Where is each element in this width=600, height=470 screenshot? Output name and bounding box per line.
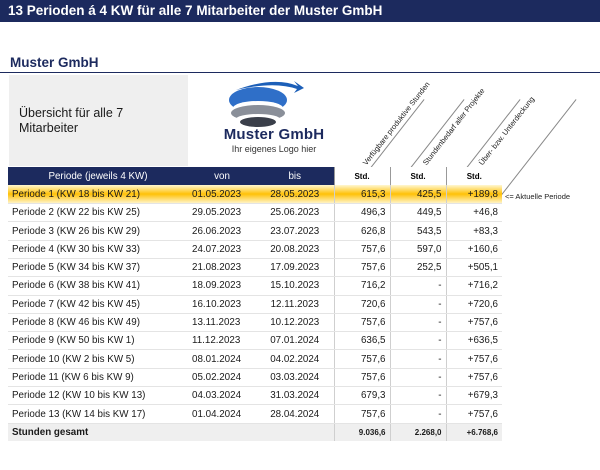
- table-row-active[interactable]: [8, 185, 502, 203]
- cell-to[interactable]: 28.05.2023: [256, 185, 334, 203]
- cell-required[interactable]: -: [390, 368, 446, 386]
- totals-row[interactable]: [8, 423, 502, 441]
- cell-required[interactable]: -: [390, 350, 446, 368]
- cell-from[interactable]: 11.12.2023: [188, 332, 256, 350]
- cell-coverage[interactable]: +189,8: [446, 185, 502, 203]
- table-row[interactable]: [8, 295, 502, 313]
- cell-from[interactable]: 04.03.2024: [188, 387, 256, 405]
- column-header-period[interactable]: Periode (jeweils 4 KW): [8, 167, 188, 185]
- cell-from[interactable]: 26.06.2023: [188, 222, 256, 240]
- cell-period[interactable]: Periode 8 (KW 46 bis KW 49): [8, 313, 188, 331]
- cell-period[interactable]: Periode 10 (KW 2 bis KW 5): [8, 350, 188, 368]
- cell-available[interactable]: 716,2: [334, 277, 390, 295]
- cell-required[interactable]: 252,5: [390, 258, 446, 276]
- cell-required[interactable]: -: [390, 332, 446, 350]
- cell-available[interactable]: 626,8: [334, 222, 390, 240]
- cell-available[interactable]: 757,6: [334, 350, 390, 368]
- cell-available[interactable]: 757,6: [334, 313, 390, 331]
- cell-period[interactable]: Periode 6 (KW 38 bis KW 41): [8, 277, 188, 295]
- cell-available[interactable]: 615,3: [334, 185, 390, 203]
- total-required[interactable]: 2.268,0: [390, 423, 446, 441]
- table-row[interactable]: [8, 258, 502, 276]
- cell-from[interactable]: 13.11.2023: [188, 313, 256, 331]
- cell-required[interactable]: 449,5: [390, 204, 446, 222]
- column-header-coverage-unit[interactable]: Std.: [446, 167, 502, 185]
- header-divider-4: [500, 99, 577, 197]
- cell-required[interactable]: -: [390, 405, 446, 423]
- cell-to[interactable]: 17.09.2023: [256, 258, 334, 276]
- cell-coverage[interactable]: +757,6: [446, 368, 502, 386]
- cell-period[interactable]: Periode 9 (KW 50 bis KW 1): [8, 332, 188, 350]
- cell-coverage[interactable]: +757,6: [446, 405, 502, 423]
- table-row[interactable]: [8, 222, 502, 240]
- table-row[interactable]: [8, 350, 502, 368]
- total-available[interactable]: 9.036,6: [334, 423, 390, 441]
- cell-from[interactable]: 16.10.2023: [188, 295, 256, 313]
- cell-to[interactable]: 04.02.2024: [256, 350, 334, 368]
- logo-tagline: Ihr eigenes Logo hier: [231, 144, 317, 154]
- cell-from[interactable]: 05.02.2024: [188, 368, 256, 386]
- cell-period[interactable]: Periode 12 (KW 10 bis KW 13): [8, 387, 188, 405]
- cell-coverage[interactable]: +505,1: [446, 258, 502, 276]
- cell-to[interactable]: 25.06.2023: [256, 204, 334, 222]
- cell-to[interactable]: 10.12.2023: [256, 313, 334, 331]
- header-coverage: Über- bzw. Unterdeckung: [476, 94, 537, 167]
- cell-to[interactable]: 15.10.2023: [256, 277, 334, 295]
- overview-label: Übersicht für alle 7 Mitarbeiter: [19, 106, 124, 135]
- cell-to[interactable]: 28.04.2024: [256, 405, 334, 423]
- company-title: Muster GmbH: [10, 55, 99, 70]
- cell-period[interactable]: Periode 3 (KW 26 bis KW 29): [8, 222, 188, 240]
- header-required-hours: Stundenbedarf aller Projekte: [420, 86, 487, 167]
- cell-to[interactable]: 31.03.2024: [256, 387, 334, 405]
- table-row[interactable]: [8, 332, 502, 350]
- cell-available[interactable]: 636,5: [334, 332, 390, 350]
- cell-required[interactable]: 543,5: [390, 222, 446, 240]
- column-header-available-unit[interactable]: Std.: [334, 167, 390, 185]
- cell-coverage[interactable]: +716,2: [446, 277, 502, 295]
- cell-period[interactable]: Periode 7 (KW 42 bis KW 45): [8, 295, 188, 313]
- header-available-hours: Verfügbare produktive Stunden: [360, 79, 432, 167]
- cell-coverage[interactable]: +160,6: [446, 240, 502, 258]
- cell-available[interactable]: 757,6: [334, 258, 390, 276]
- cell-coverage[interactable]: +757,6: [446, 350, 502, 368]
- column-header-required-unit[interactable]: Std.: [390, 167, 446, 185]
- cell-from[interactable]: 21.08.2023: [188, 258, 256, 276]
- cell-from[interactable]: 29.05.2023: [188, 204, 256, 222]
- cell-required[interactable]: 425,5: [390, 185, 446, 203]
- cell-from[interactable]: 08.01.2024: [188, 350, 256, 368]
- cell-required[interactable]: -: [390, 277, 446, 295]
- cell-period[interactable]: Periode 4 (KW 30 bis KW 33): [8, 240, 188, 258]
- table-row[interactable]: [8, 240, 502, 258]
- table-row[interactable]: [8, 277, 502, 295]
- cell-to[interactable]: 07.01.2024: [256, 332, 334, 350]
- table-row[interactable]: [8, 405, 502, 423]
- cell-period[interactable]: Periode 5 (KW 34 bis KW 37): [8, 258, 188, 276]
- total-coverage[interactable]: +6.768,6: [446, 423, 502, 441]
- cell-available[interactable]: 757,6: [334, 240, 390, 258]
- cell-to[interactable]: 03.03.2024: [256, 368, 334, 386]
- cell-period[interactable]: Periode 2 (KW 22 bis KW 25): [8, 204, 188, 222]
- cell-coverage[interactable]: +46,8: [446, 204, 502, 222]
- period-table: [8, 167, 502, 441]
- cell-required[interactable]: -: [390, 387, 446, 405]
- cell-coverage[interactable]: +83,3: [446, 222, 502, 240]
- totals-label[interactable]: Stunden gesamt: [8, 423, 334, 441]
- cell-from[interactable]: 01.04.2024: [188, 405, 256, 423]
- sheet-title: 13 Perioden á 4 KW für alle 7 Mitarbeiter der Muster GmbH: [0, 0, 600, 22]
- cell-from[interactable]: 01.05.2023: [188, 185, 256, 203]
- cell-to[interactable]: 23.07.2023: [256, 222, 334, 240]
- table-row[interactable]: [8, 313, 502, 331]
- cell-coverage[interactable]: +636,5: [446, 332, 502, 350]
- logo-company-name: Muster GmbH: [223, 126, 325, 143]
- cell-available[interactable]: 757,6: [334, 368, 390, 386]
- cell-coverage[interactable]: +757,6: [446, 313, 502, 331]
- cell-to[interactable]: 20.08.2023: [256, 240, 334, 258]
- cell-to[interactable]: 12.11.2023: [256, 295, 334, 313]
- active-period-note: <= Aktuelle Periode: [505, 192, 571, 201]
- cell-required[interactable]: -: [390, 295, 446, 313]
- cell-coverage[interactable]: +720,6: [446, 295, 502, 313]
- cell-available[interactable]: 496,3: [334, 204, 390, 222]
- table-row[interactable]: [8, 368, 502, 386]
- column-header-from[interactable]: von: [188, 167, 256, 185]
- cell-period[interactable]: Periode 1 (KW 18 bis KW 21): [8, 185, 188, 203]
- cell-required[interactable]: -: [390, 313, 446, 331]
- cell-available[interactable]: 720,6: [334, 295, 390, 313]
- cell-available[interactable]: 679,3: [334, 387, 390, 405]
- cell-period[interactable]: Periode 13 (KW 14 bis KW 17): [8, 405, 188, 423]
- table-row[interactable]: [8, 204, 502, 222]
- cell-required[interactable]: 597,0: [390, 240, 446, 258]
- cell-from[interactable]: 24.07.2023: [188, 240, 256, 258]
- table-row[interactable]: [8, 387, 502, 405]
- column-header-to[interactable]: bis: [256, 167, 334, 185]
- cell-period[interactable]: Periode 11 (KW 6 bis KW 9): [8, 368, 188, 386]
- cell-coverage[interactable]: +679,3: [446, 387, 502, 405]
- cell-from[interactable]: 18.09.2023: [188, 277, 256, 295]
- cell-available[interactable]: 757,6: [334, 405, 390, 423]
